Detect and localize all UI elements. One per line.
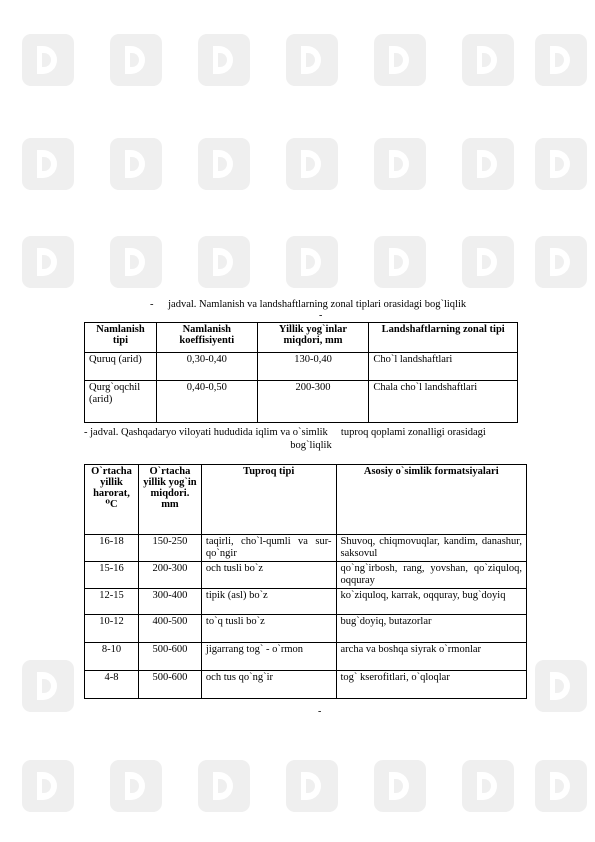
table-cell: ko`ziquloq, karrak, oqquray, bug`doyiq — [336, 589, 527, 615]
watermark-logo-icon — [462, 34, 514, 86]
table-cell: Qurg`oqchil (arid) — [85, 381, 157, 423]
table-cell: 0,40-0,50 — [156, 381, 257, 423]
watermark-logo-icon — [462, 138, 514, 190]
header-cell: Landshaftlarning zonal tipi — [369, 323, 518, 353]
watermark-logo-icon — [535, 660, 587, 712]
table-cell: och tus qo`ng`ir — [201, 671, 336, 699]
table-cell: taqirli, cho`l-qumli va sur-qo`ngir — [201, 535, 336, 562]
header-cell: Namlanish tipi — [85, 323, 157, 353]
separator: - — [318, 706, 322, 717]
caption-line: - jadval. Qashqadaryo viloyati hududida iqlim va o`simlik tuproq qoplami zonalligi orasidagi — [84, 427, 486, 438]
table-cell: 0,30-0,40 — [156, 353, 257, 381]
table-cell: 400-500 — [138, 615, 201, 643]
table-cell: tog` kserofitlari, o`qloqlar — [336, 671, 527, 699]
table-climate-soil-vegetation — [84, 464, 527, 699]
table2-caption — [84, 426, 550, 452]
table-cell: archa va boshqa siyrak o`rmonlar — [336, 643, 527, 671]
table-row — [85, 671, 527, 699]
table-cell: 4-8 — [85, 671, 139, 699]
watermark-logo-icon — [22, 760, 74, 812]
table-cell: 12-15 — [85, 589, 139, 615]
table-cell: Cho`l landshaftlari — [369, 353, 518, 381]
separator: - — [319, 310, 323, 321]
watermark-logo-icon — [110, 236, 162, 288]
watermark-logo-icon — [22, 138, 74, 190]
table-cell: 200-300 — [257, 381, 369, 423]
watermark-logo-icon — [535, 138, 587, 190]
caption-marker: - — [150, 299, 154, 310]
header-cell: O`rtacha yillik harorat, ⁰C — [85, 465, 139, 535]
caption-line: bog`liqlik — [290, 440, 332, 451]
table-cell: 150-250 — [138, 535, 201, 562]
watermark-logo-icon — [374, 34, 426, 86]
table-cell: 500-600 — [138, 671, 201, 699]
watermark-logo-icon — [286, 34, 338, 86]
watermark-logo-icon — [286, 236, 338, 288]
watermark-logo-icon — [462, 236, 514, 288]
table-cell: 500-600 — [138, 643, 201, 671]
table-row — [85, 643, 527, 671]
table-row — [85, 562, 527, 589]
watermark-logo-icon — [374, 236, 426, 288]
table-header-row — [85, 323, 518, 353]
table-cell: qo`ng`irbosh, rang, yovshan, qo`ziquloq, oqquray — [336, 562, 527, 589]
watermark-logo-icon — [198, 236, 250, 288]
watermark-logo-icon — [462, 760, 514, 812]
table-cell: 200-300 — [138, 562, 201, 589]
table-cell: 8-10 — [85, 643, 139, 671]
header-cell: Namlanish koeffisiyenti — [156, 323, 257, 353]
header-cell: O`rtacha yillik yog`in miqdori. mm — [138, 465, 201, 535]
watermark-logo-icon — [22, 660, 74, 712]
table-row — [85, 381, 518, 423]
watermark-logo-icon — [535, 760, 587, 812]
table-cell: 15-16 — [85, 562, 139, 589]
table-cell: och tusli bo`z — [201, 562, 336, 589]
watermark-logo-icon — [535, 236, 587, 288]
table-row — [85, 615, 527, 643]
header-cell: Tuproq tipi — [201, 465, 336, 535]
table-cell: Shuvoq, chiqmovuqlar, kandim, danashur, saksovul — [336, 535, 527, 562]
table-cell: 16-18 — [85, 535, 139, 562]
watermark-logo-icon — [22, 34, 74, 86]
table-cell: 130-0,40 — [257, 353, 369, 381]
table-row — [85, 589, 527, 615]
watermark-logo-icon — [286, 760, 338, 812]
caption-text: jadval. Namlanish va landshaftlarning zonal tiplari orasidagi bog`liqlik — [168, 299, 467, 310]
table-cell: jigarrang tog` - o`rmon — [201, 643, 336, 671]
watermark-logo-icon — [198, 34, 250, 86]
table-row — [85, 535, 527, 562]
header-cell: Asosiy o`simlik formatsiyalari — [336, 465, 527, 535]
table1-caption — [150, 298, 466, 311]
watermark-logo-icon — [198, 760, 250, 812]
watermark-logo-icon — [110, 138, 162, 190]
watermark-logo-icon — [374, 760, 426, 812]
table-cell: bug`doyiq, butazorlar — [336, 615, 527, 643]
watermark-logo-icon — [535, 34, 587, 86]
table-cell: to`q tusli bo`z — [201, 615, 336, 643]
table-row — [85, 353, 518, 381]
table-moisture-landscapes — [84, 322, 518, 423]
watermark-logo-icon — [110, 34, 162, 86]
table-header-row — [85, 465, 527, 535]
watermark-logo-icon — [198, 138, 250, 190]
watermark-logo-icon — [374, 138, 426, 190]
header-cell: Yillik yog`inlar miqdori, mm — [257, 323, 369, 353]
table-cell: 300-400 — [138, 589, 201, 615]
table-cell: Chala cho`l landshaftlari — [369, 381, 518, 423]
table-cell: tipik (asl) bo`z — [201, 589, 336, 615]
watermark-logo-icon — [110, 760, 162, 812]
table-cell: Quruq (arid) — [85, 353, 157, 381]
table-cell: 10-12 — [85, 615, 139, 643]
watermark-logo-icon — [286, 138, 338, 190]
watermark-logo-icon — [22, 236, 74, 288]
